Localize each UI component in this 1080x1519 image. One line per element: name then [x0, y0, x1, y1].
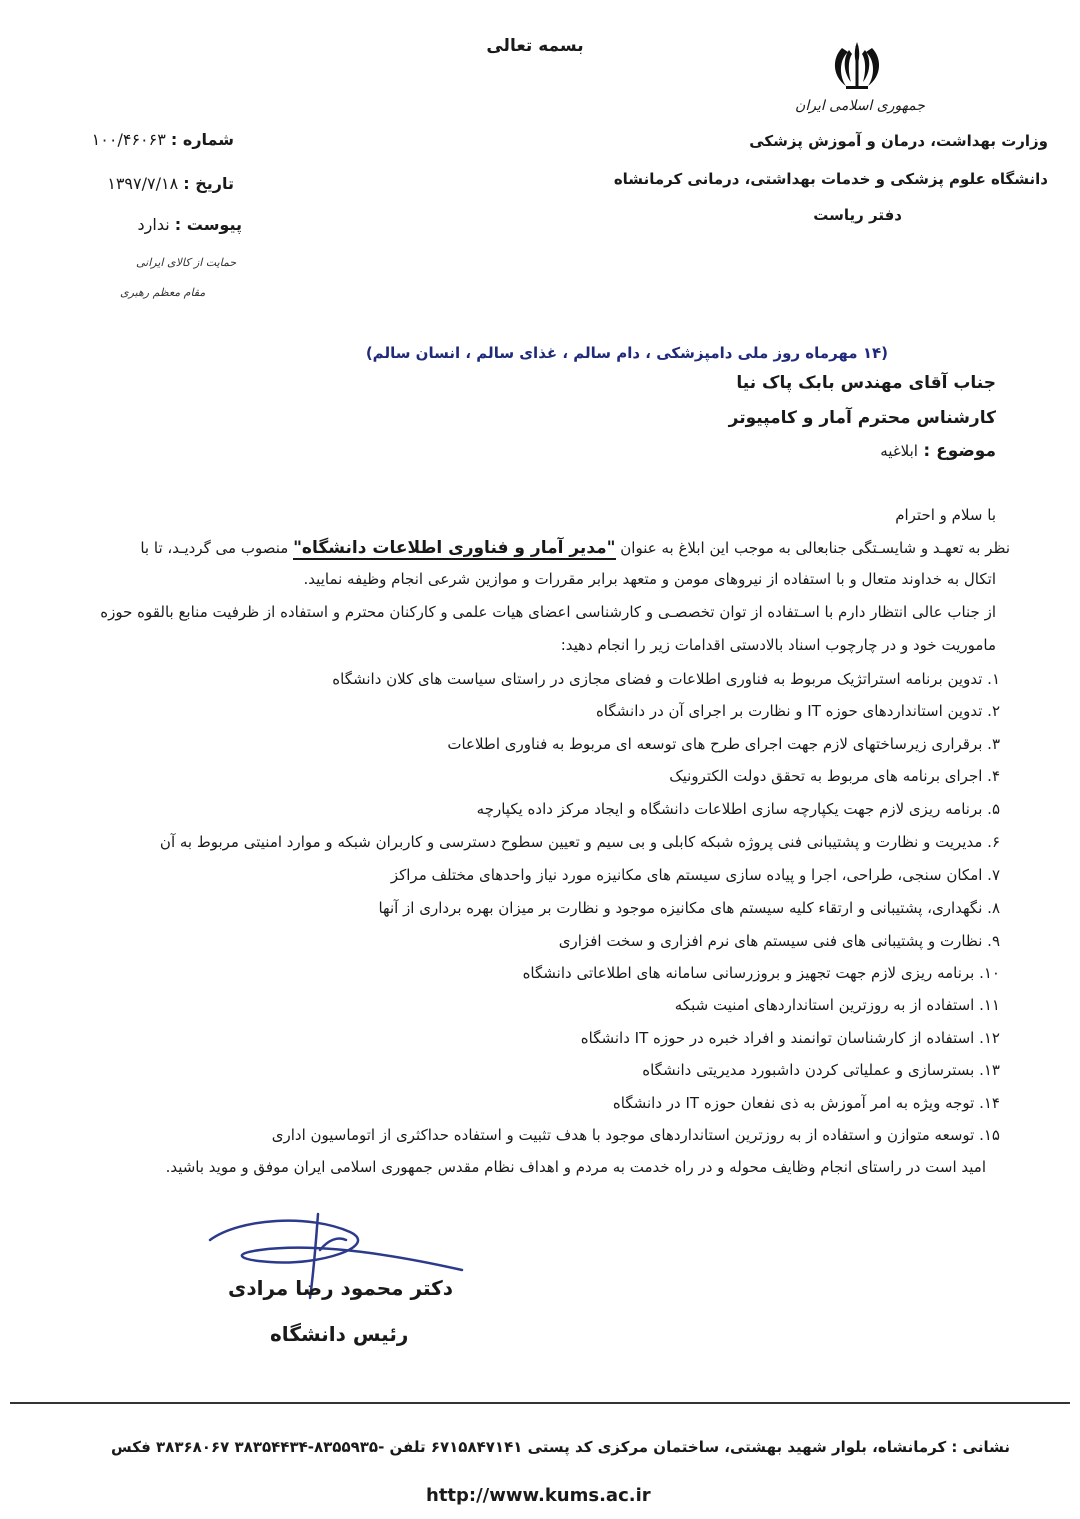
attachment-value: ندارد	[137, 215, 170, 234]
signer-title: رئیس دانشگاه	[270, 1322, 409, 1346]
footer-divider	[10, 1402, 1070, 1404]
slogan-line-2: مقام معظم رهبری	[120, 286, 206, 299]
number-label: شماره :	[170, 130, 234, 149]
signer-name: دکتر محمود رضا مرادی	[228, 1276, 454, 1300]
duty-item-6: ۶. مدیریت و نظارت و پشتیبانی فنی پروژه شبکه کابلی و بی سیم و تعیین سطوح دسترسی و کاربران شبکه و موارد امنیتی مربوط به آن	[159, 833, 1000, 851]
duty-item-7: ۷. امکان سنجی، طراحی، اجرا و پیاده سازی سیستم های مکانیزه مورد نیاز واحدهای مختلف مراکز	[390, 866, 1000, 884]
duty-item-14: ۱۴. توجه ویژه به امر آموزش به ذی نفعان حوزه IT در دانشگاه	[612, 1094, 1000, 1112]
letter-number	[92, 130, 234, 149]
duty-item-10: ۱۰. برنامه ریزی لازم جهت تجهیز و بروزرسانی سامانه های اطلاعاتی دانشگاه	[522, 964, 1000, 982]
government-name: جمهوری اسلامی ایران	[795, 98, 925, 114]
subject-label: موضوع :	[923, 441, 996, 461]
duty-item-1: ۱. تدوین برنامه استراتژیک مربوط به فناوری اطلاعات و فضای مجازی در راستای سیاست های کلان دانشگاه	[332, 670, 1000, 688]
paragraph-2-line-2: ماموریت خود و در چارچوب اسناد بالادستی اقدامات زیر را انجام دهید:	[560, 636, 996, 654]
duty-item-15: ۱۵. توسعه متوازن و استفاده از به روزترین استانداردهای موجود با هدف تثبیت و استفاده حداکثری از اتوماسیون اداری	[271, 1126, 1000, 1144]
iran-emblem-icon	[822, 36, 892, 94]
occasion-note: (۱۴ مهرماه روز ملی دامپزشکی ، دام سالم ، غذای سالم ، انسان سالم)	[365, 344, 888, 362]
duty-item-3: ۳. برقراری زیرساختهای لازم جهت اجرای طرح های توسعه ای مربوط به فناوری اطلاعات	[447, 735, 1000, 753]
appointment-title: "مدیر آمار و فناوری اطلاعات دانشگاه"	[293, 538, 616, 558]
duty-item-12: ۱۲. استفاده از کارشناسان توانمند و افراد خبره در حوزه IT دانشگاه	[580, 1029, 1000, 1047]
greeting: با سلام و احترام	[895, 506, 996, 524]
paragraph-1-before: نظر به تعهـد و شایسـتگی جنابعالی به موجب این ابلاغ به عنوان	[615, 539, 1010, 557]
duty-item-2: ۲. تدوین استانداردهای حوزه IT و نظارت بر اجرای آن در دانشگاه	[595, 702, 1000, 720]
letter-attachment	[138, 215, 242, 234]
website-link[interactable]: http://www.kums.ac.ir	[426, 1485, 651, 1506]
university-name: دانشگاه علوم پزشکی و خدمات بهداشتی، درمانی کرمانشاه	[613, 170, 1048, 188]
bismillah-heading: بسمه تعالی	[486, 36, 584, 56]
duty-item-9: ۹. نظارت و پشتیبانی های فنی سیستم های نرم افزاری و سخت افزاری	[558, 932, 1000, 950]
addressee-title: کارشناس محترم آمار و کامپیوتر	[728, 408, 996, 428]
attachment-label: پیوست :	[174, 215, 242, 234]
closing-sentence: امید است در راستای انجام وظایف محوله و در راه خدمت به مردم و اهداف نظام مقدس جمهوری اسلامی ایران موفق و موید باشید.	[165, 1158, 986, 1176]
subject-line	[880, 441, 996, 461]
office-name: دفتر ریاست	[813, 206, 902, 224]
duty-item-13: ۱۳. بسترسازی و عملیاتی کردن داشبورد مدیریتی دانشگاه	[642, 1061, 1000, 1079]
subject-value: ابلاغیه	[880, 442, 918, 460]
ministry-name: وزارت بهداشت، درمان و آموزش پزشکی	[749, 132, 1048, 150]
letter-date	[107, 174, 234, 193]
duty-item-11: ۱۱. استفاده از به روزترین استانداردهای امنیت شبکه	[674, 996, 1000, 1014]
number-value: ۱۰۰/۴۶۰۶۳	[91, 130, 166, 149]
paragraph-1-line-1	[140, 538, 1010, 558]
footer-address: نشانی : کرمانشاه، بلوار شهید بهشتی، ساختمان مرکزی کد پستی ۶۷۱۵۸۴۷۱۴۱ تلفن -۸۳۵۵۹۳۵-۳۸۳۵۴۴۳۴ ۳۸۳۶۸۰۶۷ فکس	[111, 1438, 1010, 1456]
date-value: ۱۳۹۷/۷/۱۸	[107, 174, 179, 193]
paragraph-1-line-2: اتکال به خداوند متعال و با استفاده از نیروهای مومن و متعهد برابر مقررات و موازین شرعی انجام وظیفه نمایید.	[303, 570, 996, 588]
date-label: تاریخ :	[183, 174, 234, 193]
paragraph-2-line-1: از جناب عالی انتظار دارم با اسـتفاده از توان تخصصـی و کارشناسی اعضای هیات علمی و کارکنان محترم و استفاده از ظرفیت منابع بالقوه حوزه	[100, 603, 996, 621]
duty-item-8: ۸. نگهداری، پشتیبانی و ارتقاء کلیه سیستم های مکانیزه موجود و نظارت بر میزان بهره برداری از آنها	[378, 899, 1000, 917]
slogan-line-1: حمایت از کالای ایرانی	[136, 256, 237, 269]
paragraph-1-after: منصوب می گردیـد، تا با	[140, 539, 294, 557]
addressee-name: جناب آقای مهندس بابک پاک نیا	[736, 373, 996, 393]
duty-item-4: ۴. اجرای برنامه های مربوط به تحقق دولت الکترونیک	[669, 767, 1000, 785]
duty-item-5: ۵. برنامه ریزی لازم جهت یکپارچه سازی اطلاعات دانشگاه و ایجاد مرکز داده یکپارچه	[476, 800, 1000, 818]
